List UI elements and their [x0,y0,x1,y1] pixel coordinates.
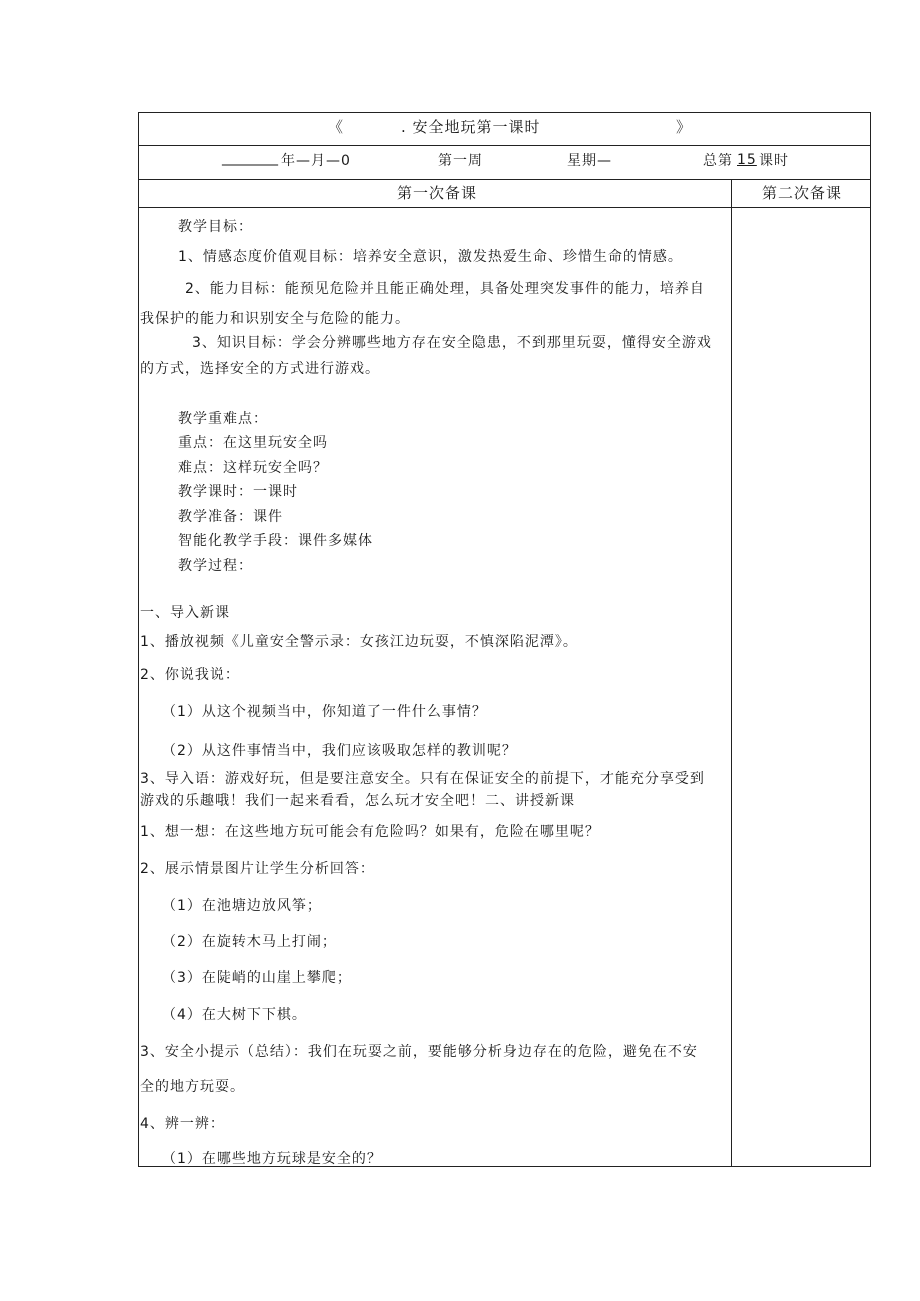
safety-tip: 3、安全小提示（总结）：我们在玩耍之前，要能够分析身边存在的危险，避免在不安 [140,1044,698,1060]
intro-step-2: 2、你说我说： [140,667,240,683]
goal-knowledge-cont: 的方式，选择安全的方式进行游戏。 [140,361,380,377]
smart-teaching-means: 智能化教学手段：课件多媒体 [178,533,373,549]
title-open-bracket: 《 [328,118,345,136]
goal-ability-cont: 我保护的能力和识别安全与危险的能力。 [140,311,410,327]
row-divider [138,179,871,180]
second-preparation-header: 第二次备课 [762,184,843,202]
teaching-goals-heading: 教学目标： [178,219,253,235]
class-hours: 教学课时：一课时 [178,484,298,500]
preparation: 教学准备：课件 [178,509,283,525]
safety-tip-cont: 全的地方玩耍。 [140,1079,245,1095]
distinguish-question-1: （1）在哪些地方玩球是安全的？ [162,1151,382,1167]
goal-knowledge: 3、知识目标：学会分辨哪些地方存在安全隐患，不到那里玩耍，懂得安全游戏 [192,335,712,351]
scenario-4: （4）在大树下下棋。 [162,1007,307,1023]
scenario-3: （3）在陡峭的山崖上攀爬； [162,970,352,986]
key-point: 重点：在这里玩安全吗 [178,435,328,451]
difficult-point: 难点：这样玩安全吗？ [178,460,328,476]
intro-question-1: （1）从这个视频当中，你知道了一件什么事情？ [162,704,487,720]
lesson-title: . 安全地玩第一课时 [401,118,541,136]
distinguish-step: 4、辨一辨： [140,1116,225,1132]
scenario-2: （2）在旋转木马上打闹； [162,934,337,950]
goal-emotion: 1、情感态度价值观目标：培养安全意识，激发热爱生命、珍惜生命的情感。 [178,249,683,265]
date-label: 年—月—0 [281,153,351,169]
total-lessons-number: 15 [737,152,757,168]
intro-step-3-cont: 游戏的乐趣哦！我们一起来看看，怎么玩才安全吧！二、讲授新课 [140,793,575,809]
key-points-heading: 教学重难点： [178,411,268,427]
new-lesson-step-2: 2、展示情景图片让学生分析回答： [140,861,375,877]
teaching-process-heading: 教学过程： [178,558,253,574]
intro-step-1: 1、播放视频《儿童安全警示录：女孩江边玩耍，不慎深陷泥潭》。 [140,634,578,650]
first-preparation-header: 第一次备课 [397,184,478,202]
row-divider [138,207,871,208]
scenario-1: （1）在池塘边放风筝； [162,898,322,914]
intro-step-3: 3、导入语：游戏好玩，但是要注意安全。只有在保证安全的前提下，才能充分享受到 [140,771,705,787]
new-lesson-step-1: 1、想一想：在这些地方玩可能会有危险吗？如果有，危险在哪里呢？ [140,824,600,840]
week-label: 第一周 [438,153,483,169]
weekday-label: 星期— [567,153,612,169]
goal-ability: 2、能力目标：能预见危险并且能正确处理，具备处理突发事件的能力，培养自 [185,281,705,297]
column-divider [731,180,732,1167]
row-divider [138,145,871,146]
intro-question-2: （2）从这件事情当中，我们应该吸取怎样的教训呢？ [162,743,517,759]
total-lessons-suffix: 课时 [759,153,789,169]
section-intro-heading: 一、导入新课 [140,605,230,621]
year-blank: ________ [222,150,278,166]
title-close-bracket: 》 [676,118,693,136]
total-lessons-prefix: 总第 [703,153,733,169]
